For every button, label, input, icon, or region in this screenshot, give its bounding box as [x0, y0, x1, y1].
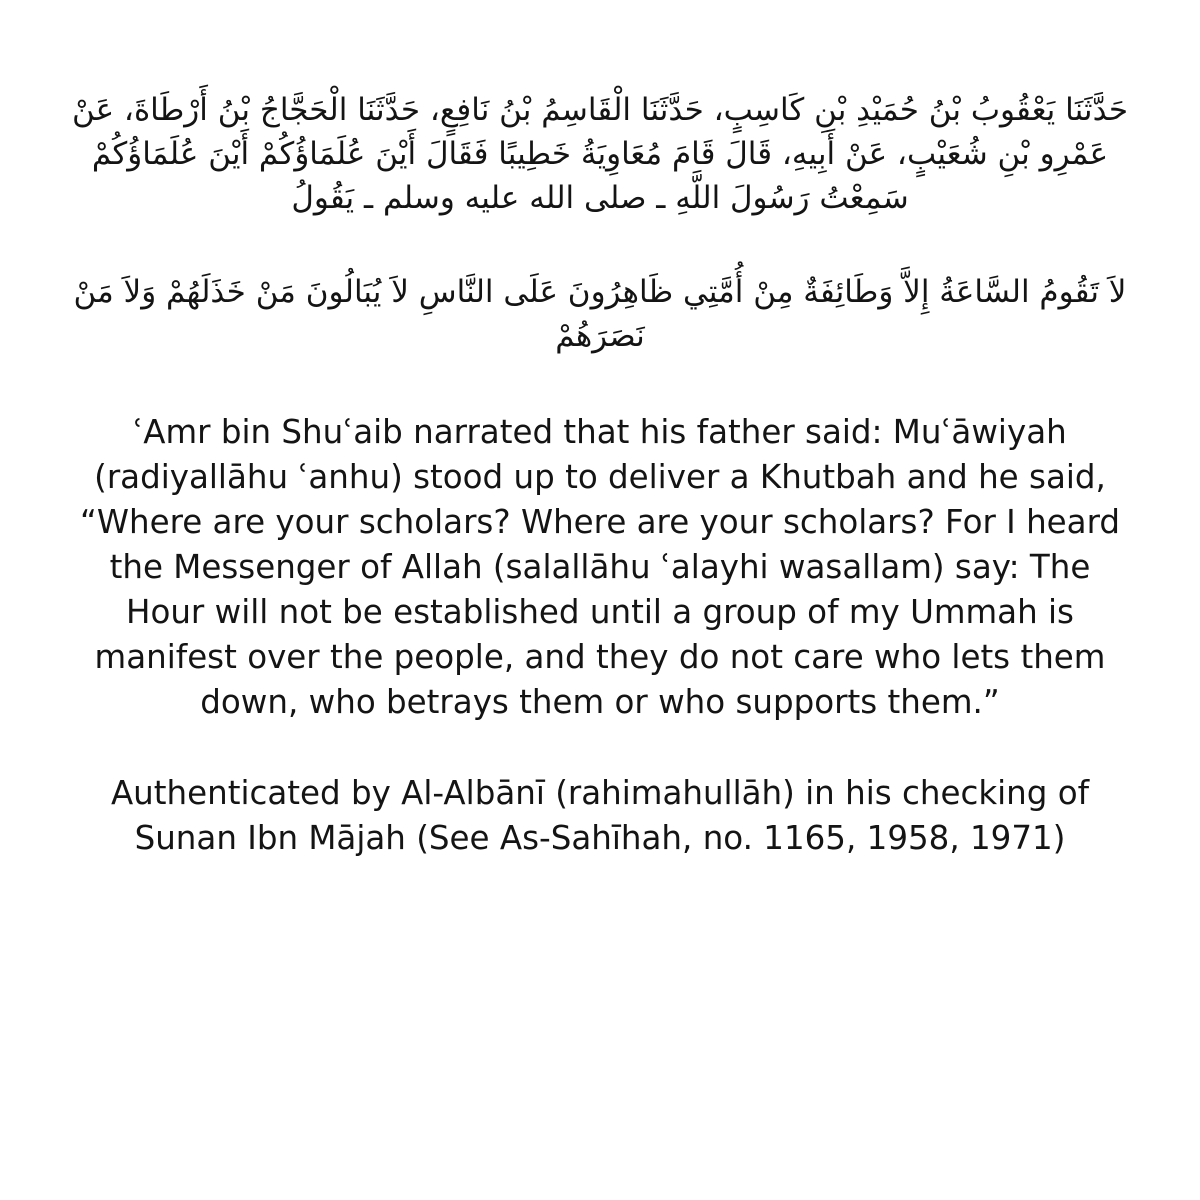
authentication-note: Authenticated by Al-Albānī (rahimahullāh) in his checking of Sunan Ibn Mājah (See As-Sahīhah, no. 1165, 1958, 1971)	[110, 774, 1090, 857]
arabic-matn-text: لاَ تَقُومُ السَّاعَةُ إِلاَّ وَطَائِفَةٌ مِنْ أُمَّتِي ظَاهِرُونَ عَلَى النَّاسِ لاَ يُبَالُونَ مَنْ خَذَلَهُمْ وَلاَ مَنْ نَصَرَهُمْ	[73, 274, 1127, 354]
hadith-document	[70, 80, 1130, 861]
english-translation-text: ʿAmr bin Shuʿaib narrated that his father said: Muʿāwiyah (radiyallāhu ʿanhu) stood up to deliver a Khutbah and he said, “Where are your scholars? Where are your scholars? For I heard the Messenger of Allah (salallāhu ʿalayhi wasallam) say: The Hour will not be established until a group of my Ummah is manifest over the people, and they do not care who lets them down, who betrays them or who supports them.”	[80, 413, 1120, 721]
arabic-isnad-text: حَدَّثَنَا يَعْقُوبُ بْنُ حُمَيْدِ بْنِ كَاسِبٍ، حَدَّثَنَا الْقَاسِمُ بْنُ نَافِعٍ، حَدَّثَنَا الْحَجَّاجُ بْنُ أَرْطَاةَ، عَنْ عَمْرِو بْنِ شُعَيْبٍ، عَنْ أَبِيهِ، قَالَ قَامَ مُعَاوِيَةُ خَطِيبًا فَقَالَ أَيْنَ عُلَمَاؤُكُمْ أَيْنَ عُلَمَاؤُكُمْ سَمِعْتُ رَسُولَ اللَّهِ ـ صلى الله عليه وسلم ـ يَقُولُ	[71, 92, 1128, 216]
